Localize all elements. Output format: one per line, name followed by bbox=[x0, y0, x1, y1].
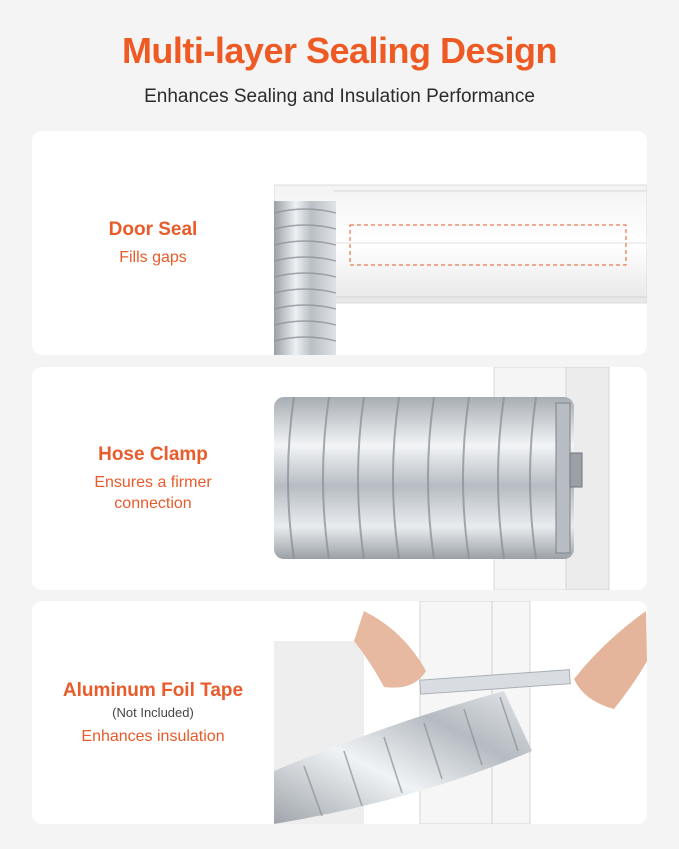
feature-card-hose-clamp bbox=[32, 367, 647, 590]
feature-card-door-seal bbox=[32, 131, 647, 355]
foil-tape-photo bbox=[274, 601, 647, 824]
feature-desc-hose-clamp bbox=[94, 472, 211, 514]
feature-note-foil-tape: (Not Included) bbox=[112, 704, 194, 720]
feature-desc-hose-clamp-line1: Ensures a firmer bbox=[94, 474, 212, 491]
feature-title-door-seal: Door Seal bbox=[108, 219, 198, 240]
page-title: Multi-layer Sealing Design bbox=[121, 30, 558, 71]
feature-text-hose-clamp bbox=[32, 367, 274, 590]
door-seal-photo bbox=[274, 131, 647, 355]
feature-text-door-seal bbox=[32, 131, 274, 355]
feature-desc-foil-tape: Enhances insulation bbox=[81, 727, 225, 745]
feature-desc-door-seal: Fills gaps bbox=[119, 249, 187, 266]
hose-clamp-photo bbox=[274, 367, 647, 590]
feature-title-hose-clamp: Hose Clamp bbox=[98, 444, 208, 465]
feature-text-foil-tape bbox=[32, 601, 274, 824]
feature-card-foil-tape bbox=[32, 601, 647, 824]
feature-desc-hose-clamp-line2: connection bbox=[114, 495, 192, 512]
page-subtitle: Enhances Sealing and Insulation Performance bbox=[144, 86, 535, 107]
feature-title-foil-tape: Aluminum Foil Tape bbox=[62, 679, 244, 701]
